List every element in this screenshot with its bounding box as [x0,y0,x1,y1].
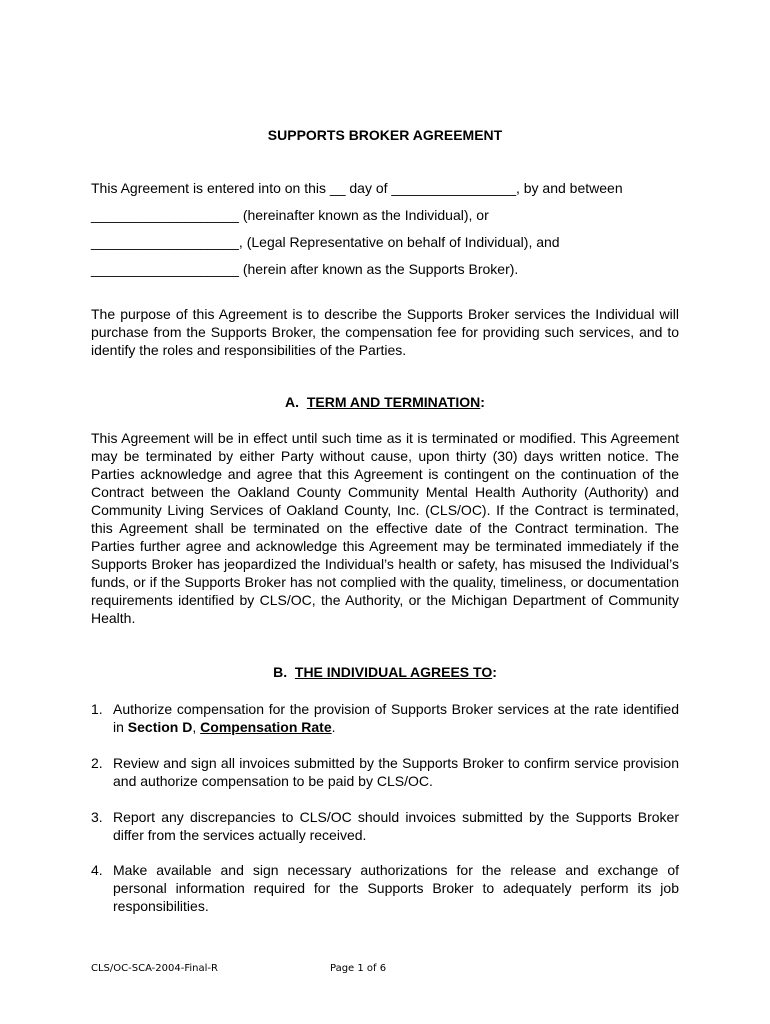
item1-comma: , [192,719,201,735]
section-a-suffix: : [480,394,485,410]
item1-section-ref: Section D [127,719,193,735]
list-item-1 [91,700,679,736]
list-item-number: 3. [91,809,103,825]
section-a-title: TERM AND TERMINATION [306,394,481,410]
section-b-heading [0,664,770,680]
item1-compensation-rate: Compensation Rate [200,719,332,735]
list-item-text: Report any discrepancies to CLS/OC should invoices submitted by the Supports Broker differ from the services actually received. [113,809,679,843]
item1-text-before: Authorize compensation for the provision of Supports Broker services at the rate identified in [113,701,679,735]
intro-line-individual: ___________________ (hereinafter known as the Individual), or [91,207,489,223]
section-b-title: THE INDIVIDUAL AGREES TO [294,664,493,680]
list-item-text: Review and sign all invoices submitted by the Supports Broker to confirm service provision and authorize compensation to be paid by CLS/OC. [113,755,679,789]
list-item-text [113,700,679,736]
section-a-heading [0,394,770,410]
list-item-3 [91,808,679,844]
list-item-number: 2. [91,755,103,771]
footer-document-code: CLS/OC-SCA-2004-Final-R [91,963,218,974]
list-item-text: Make available and sign necessary authorizations for the release and exchange of personal information required for the Supports Broker to adequately perform its job responsibilities. [113,862,679,914]
list-item-number: 4. [91,862,103,878]
intro-line-supports-broker: ___________________ (herein after known as the Supports Broker). [91,261,519,277]
section-a-body: This Agreement will be in effect until such time as it is terminated or modified. This Agreement may be terminated by either Party without cause, upon thirty (30) days written notice. The Parties acknowledge and agree that this Agreement is contingent on the continuation of the Contract between the Oakland County Community Mental Health Authority (Authority) and Community Living Services of Oakland County, Inc. (CLS/OC). If the Contract is terminated, this Agreement shall be terminated on the effective date of the Contract termination. The Parties further agree and acknowledge this Agreement may be terminated immediately if the Supports Broker has jeopardized the Individual’s health or safety, has misused the Individual’s funds, or if the Supports Broker has not complied with the quality, timeliness, or documentation requirements identified by CLS/OC, the Authority, or the Michigan Department of Community Health. [91,430,679,626]
intro-line-date: This Agreement is entered into on this __ day of ________________, by and between [91,180,623,196]
document-title: SUPPORTS BROKER AGREEMENT [267,127,503,143]
list-item-4 [91,861,679,915]
section-a-letter: A. [285,394,300,410]
footer-page-number: Page 1 of 6 [330,963,387,974]
item1-text-after: . [331,719,336,735]
intro-line-legal-representative: ___________________, (Legal Representative on behalf of Individual), and [91,234,560,250]
section-b-suffix: : [492,664,497,680]
section-b-letter: B. [273,664,288,680]
list-item-number: 1. [91,701,103,717]
purpose-paragraph: The purpose of this Agreement is to describe the Supports Broker services the Individual will purchase from the Supports Broker, the compensation fee for providing such services, and to identify the roles and responsibilities of the Parties. [91,306,679,358]
list-item-2 [91,754,679,790]
